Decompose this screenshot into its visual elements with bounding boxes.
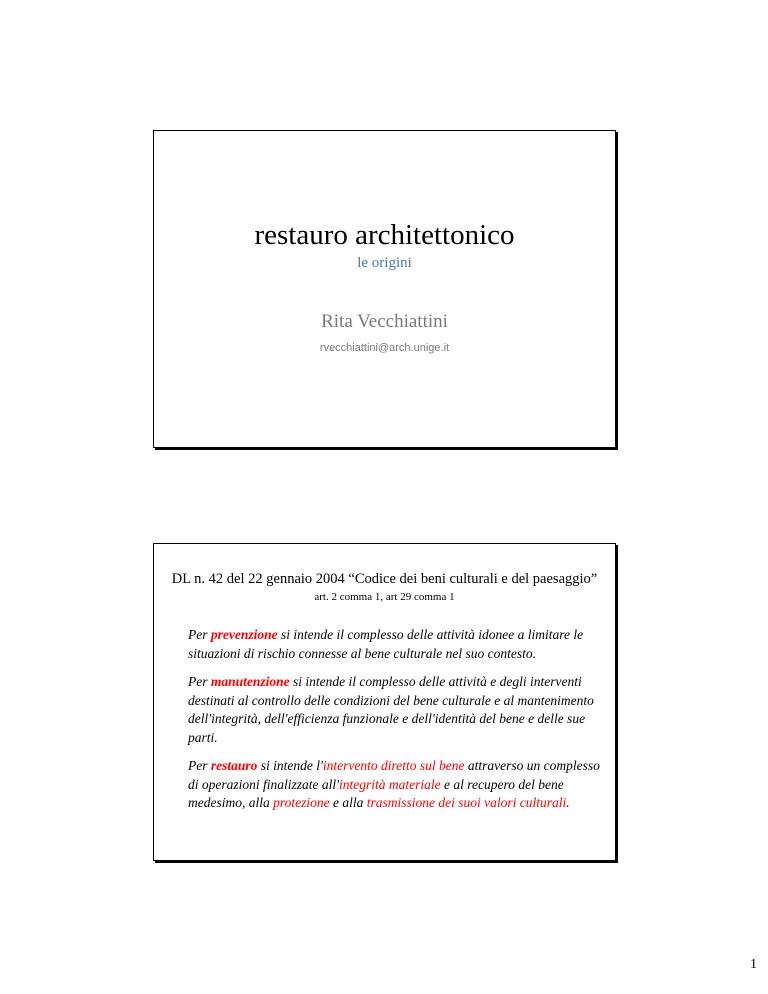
definition-paragraph	[188, 673, 603, 747]
definition-text: e alla	[329, 795, 367, 810]
slide-title-heading: restauro architettonico	[254, 219, 515, 251]
author-email: rvecchiattini@arch.unige.it	[319, 342, 450, 354]
definition-text: e al recupero del bene medesimo, alla	[188, 776, 564, 810]
definition-text: Per	[188, 758, 211, 773]
definition-text: Per	[188, 674, 211, 689]
definition-text: Per	[188, 627, 211, 642]
definition-paragraph	[188, 757, 603, 813]
definition-text: si intende il complesso delle attività idonee a limitare le situazioni di rischio connesse al bene culturale nel suo contesto.	[188, 627, 584, 661]
highlighted-phrase: integrità materiale	[339, 776, 441, 792]
defined-term: restauro	[210, 758, 258, 773]
highlighted-phrase: protezione	[273, 795, 330, 810]
highlighted-phrase: intervento diretto sul bene	[322, 758, 465, 773]
slide-title	[153, 130, 616, 448]
definition-text: .	[566, 795, 570, 810]
definition-paragraph	[188, 626, 603, 663]
definition-text: attraverso un complesso di operazioni finalizzate all'	[188, 758, 600, 792]
slide-definitions	[153, 543, 616, 861]
law-articles: art. 2 comma 1, art 29 comma 1	[314, 591, 455, 603]
page-number: 1	[750, 957, 757, 972]
defined-term: prevenzione	[210, 627, 278, 642]
highlighted-phrase: trasmissione dei suoi valori culturali	[366, 795, 567, 810]
slide-subtitle: le origini	[357, 255, 412, 271]
law-title: DL n. 42 del 22 gennaio 2004 “Codice dei beni culturali e del paesaggio”	[171, 571, 598, 587]
defined-term: manutenzione	[210, 674, 290, 689]
author-name: Rita Vecchiattini	[321, 311, 448, 332]
definitions-list	[188, 626, 603, 823]
definition-text: si intende l'	[257, 758, 323, 773]
definition-text: si intende il complesso delle attività e degli interventi destinati al controllo delle condizioni del bene culturale e al mantenimento dell'integrità, dell'efficienza funzionale e dell'identità del bene e delle sue parti.	[188, 674, 594, 745]
